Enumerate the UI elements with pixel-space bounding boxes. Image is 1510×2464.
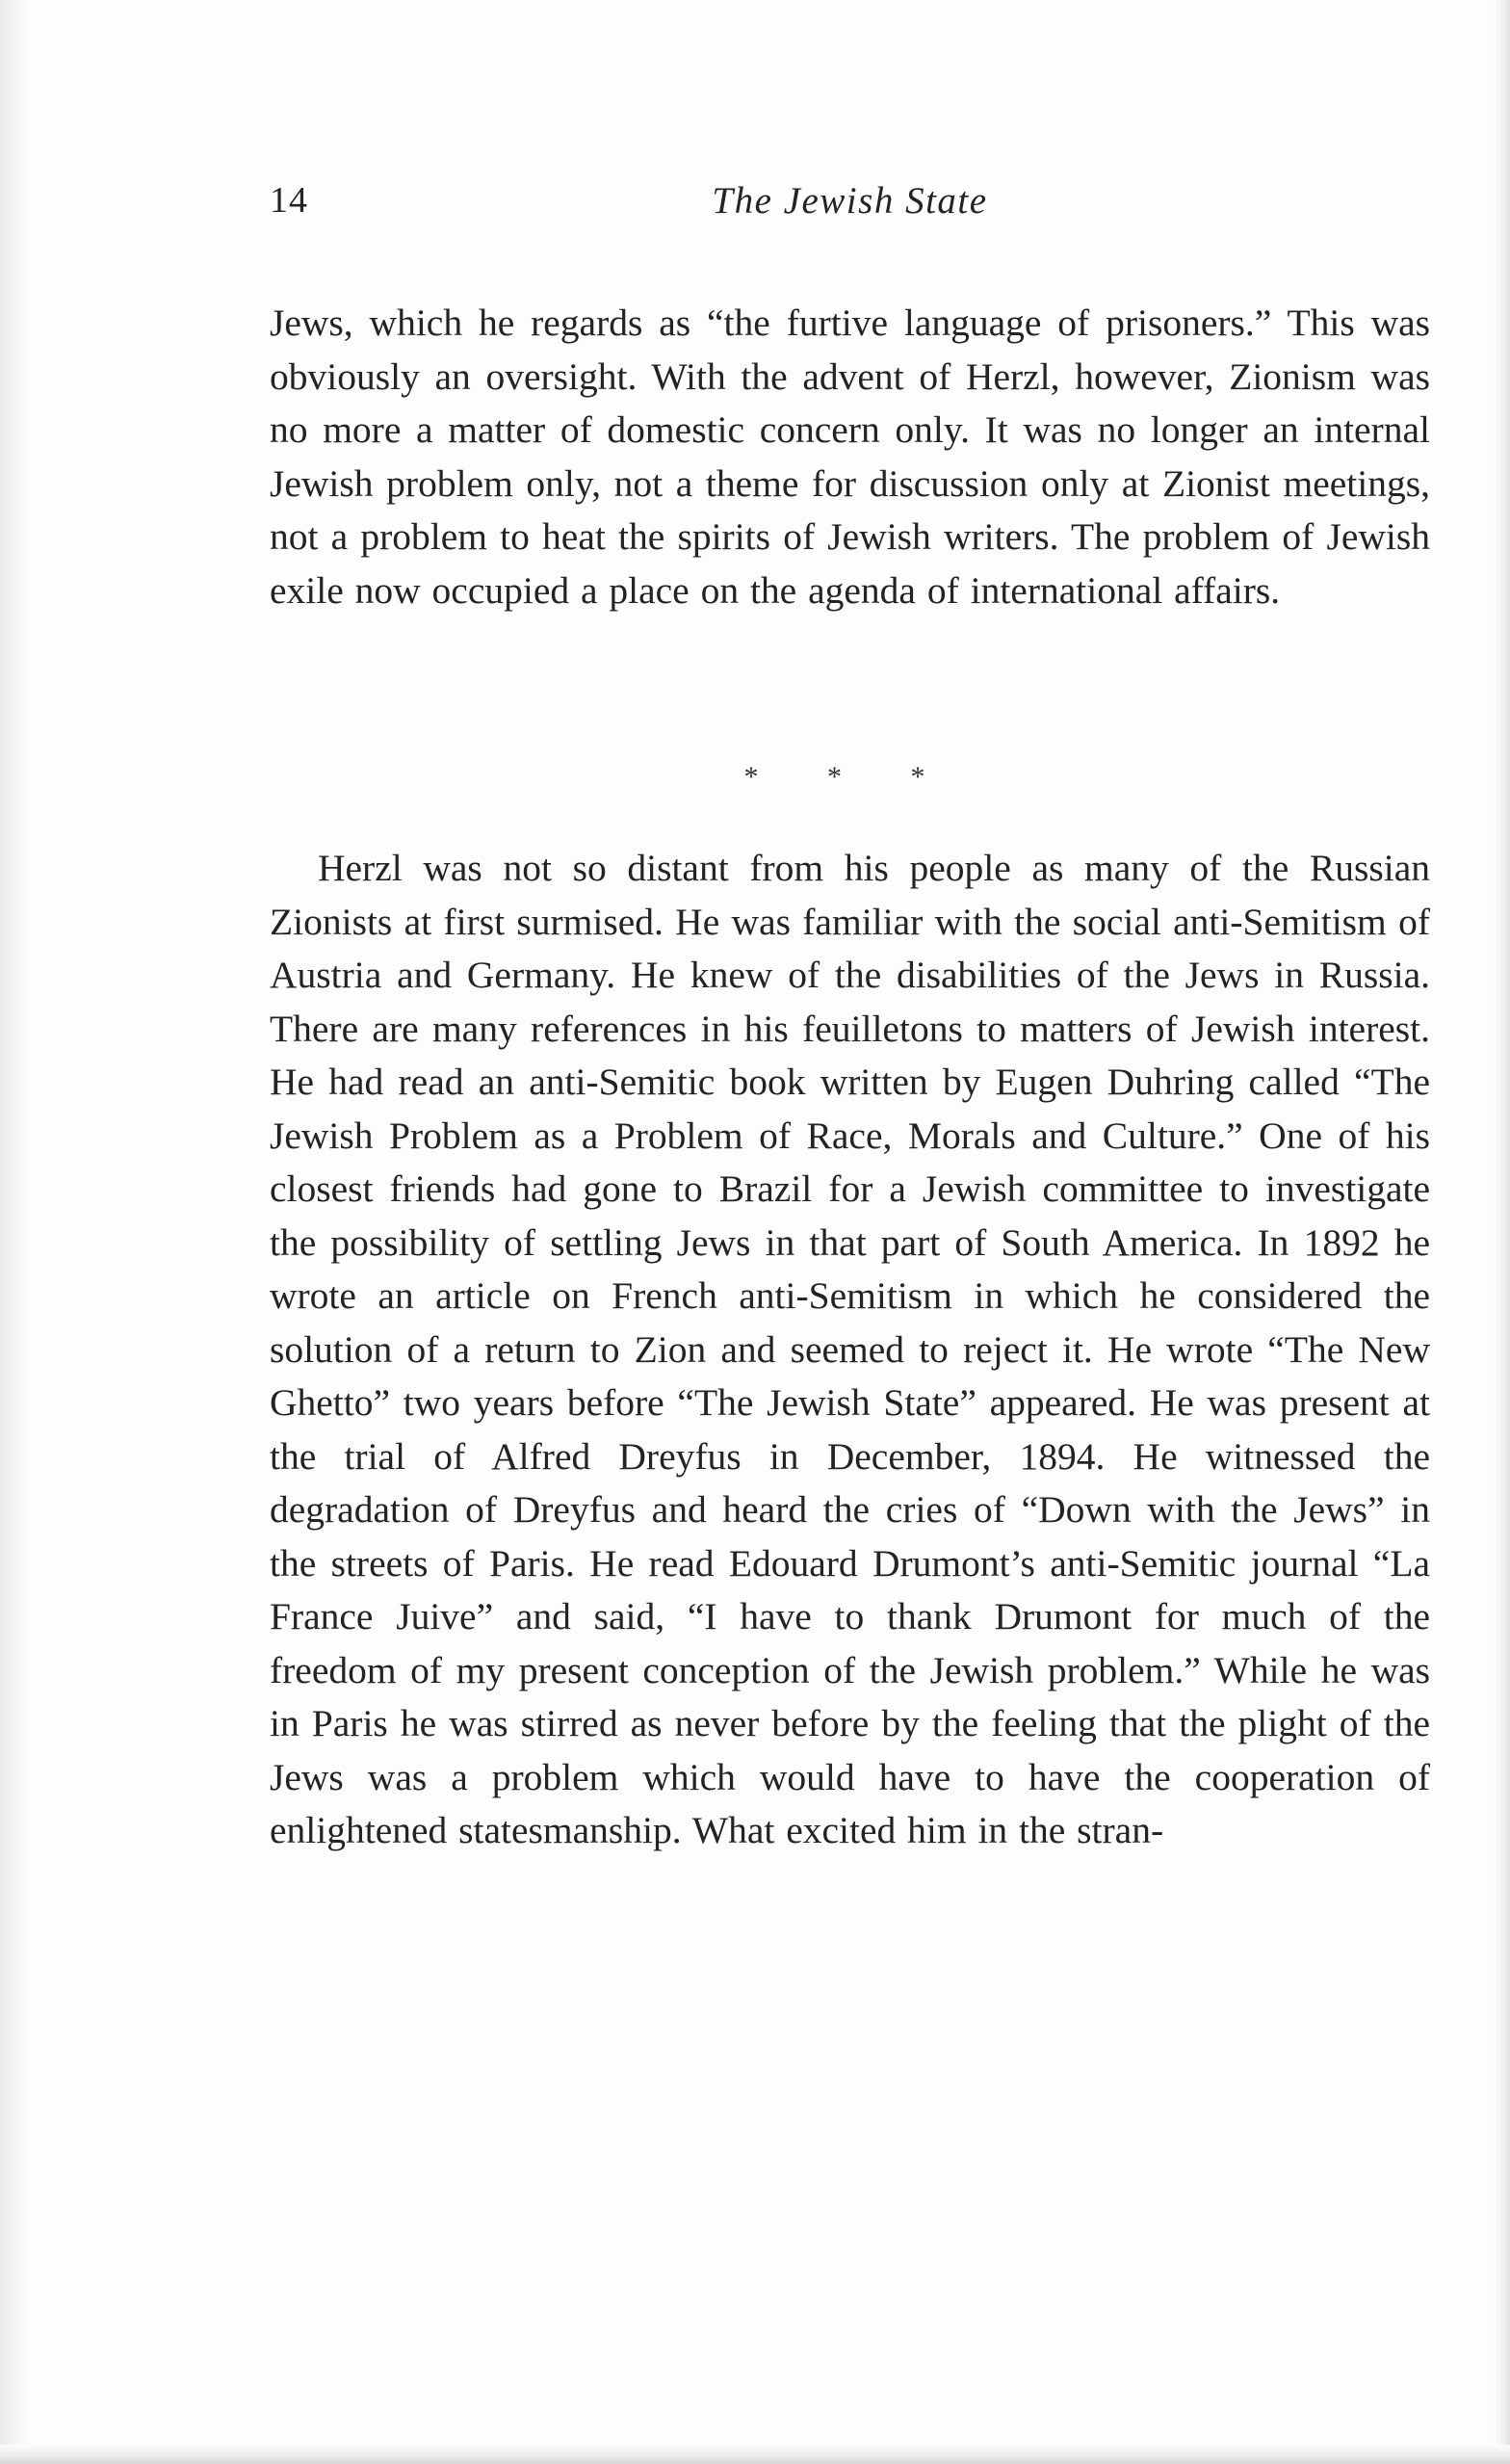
paragraph-2-text: Herzl was not so distant from his people as many of the Russian Zionists at first surmised. He was familiar with the social anti-Semitism of Austria and Germany. He knew of the disabilities of the Jews in Russia. There are many references in his feuilletons to matters of Jewish interest. He had read an anti-Semitic book written by Eugen Duhring called “The Jewish Problem as a Problem of Race, Morals and Culture.” One of his closest friends had gone to Brazil for a Jewish committee to investigate the possibility of settling Jews in that part of South America. In 1892 he wrote an article on French anti-Semitism in which he considered the solution of a return to Zion and seemed to reject it. He wrote “The New Ghetto” two years before “The Jewish State” appeared. He was present at the trial of Alfred Dreyfus in December, 1894. He witnessed the degradation of Dreyfus and heard the cries of “Down with the Jews” in the streets of Paris. He read Edouard Drumont’s anti-Semitic journal “La France Juive” and said, “I have to thank Drumont for much of the freedom of my present conception of the Jewish problem.” While he was in Paris he was stirred as never before by the feeling that the plight of the Jews was a problem which would have to have the cooperation of enlightened statesmanship. What excited him in the stran- xyxy=(270,847,1430,1851)
page-header xyxy=(270,179,1430,237)
page-binding-shadow xyxy=(0,0,33,2464)
section-break-asterisks: * * * xyxy=(743,761,956,793)
running-title: The Jewish State xyxy=(712,180,988,222)
page-bottom-shadow xyxy=(0,2445,1510,2464)
paragraph-2 xyxy=(270,842,1430,1858)
paragraph-1 xyxy=(270,297,1430,617)
paragraph-1-text: Jews, which he regards as “the furtive language of prisoners.” This was obviously an oversight. With the advent of Herzl, however, Zionism was no more a matter of domestic concern only. It was no longer an internal Jewish problem only, not a theme for discussion only at Zionist meetings, not a problem to heat the spirits of Jewish writers. The problem of Jewish exile now occupied a place on the agenda of international affairs. xyxy=(270,301,1430,612)
page-number: 14 xyxy=(270,180,308,221)
page-edge-shadow xyxy=(1493,0,1510,2464)
